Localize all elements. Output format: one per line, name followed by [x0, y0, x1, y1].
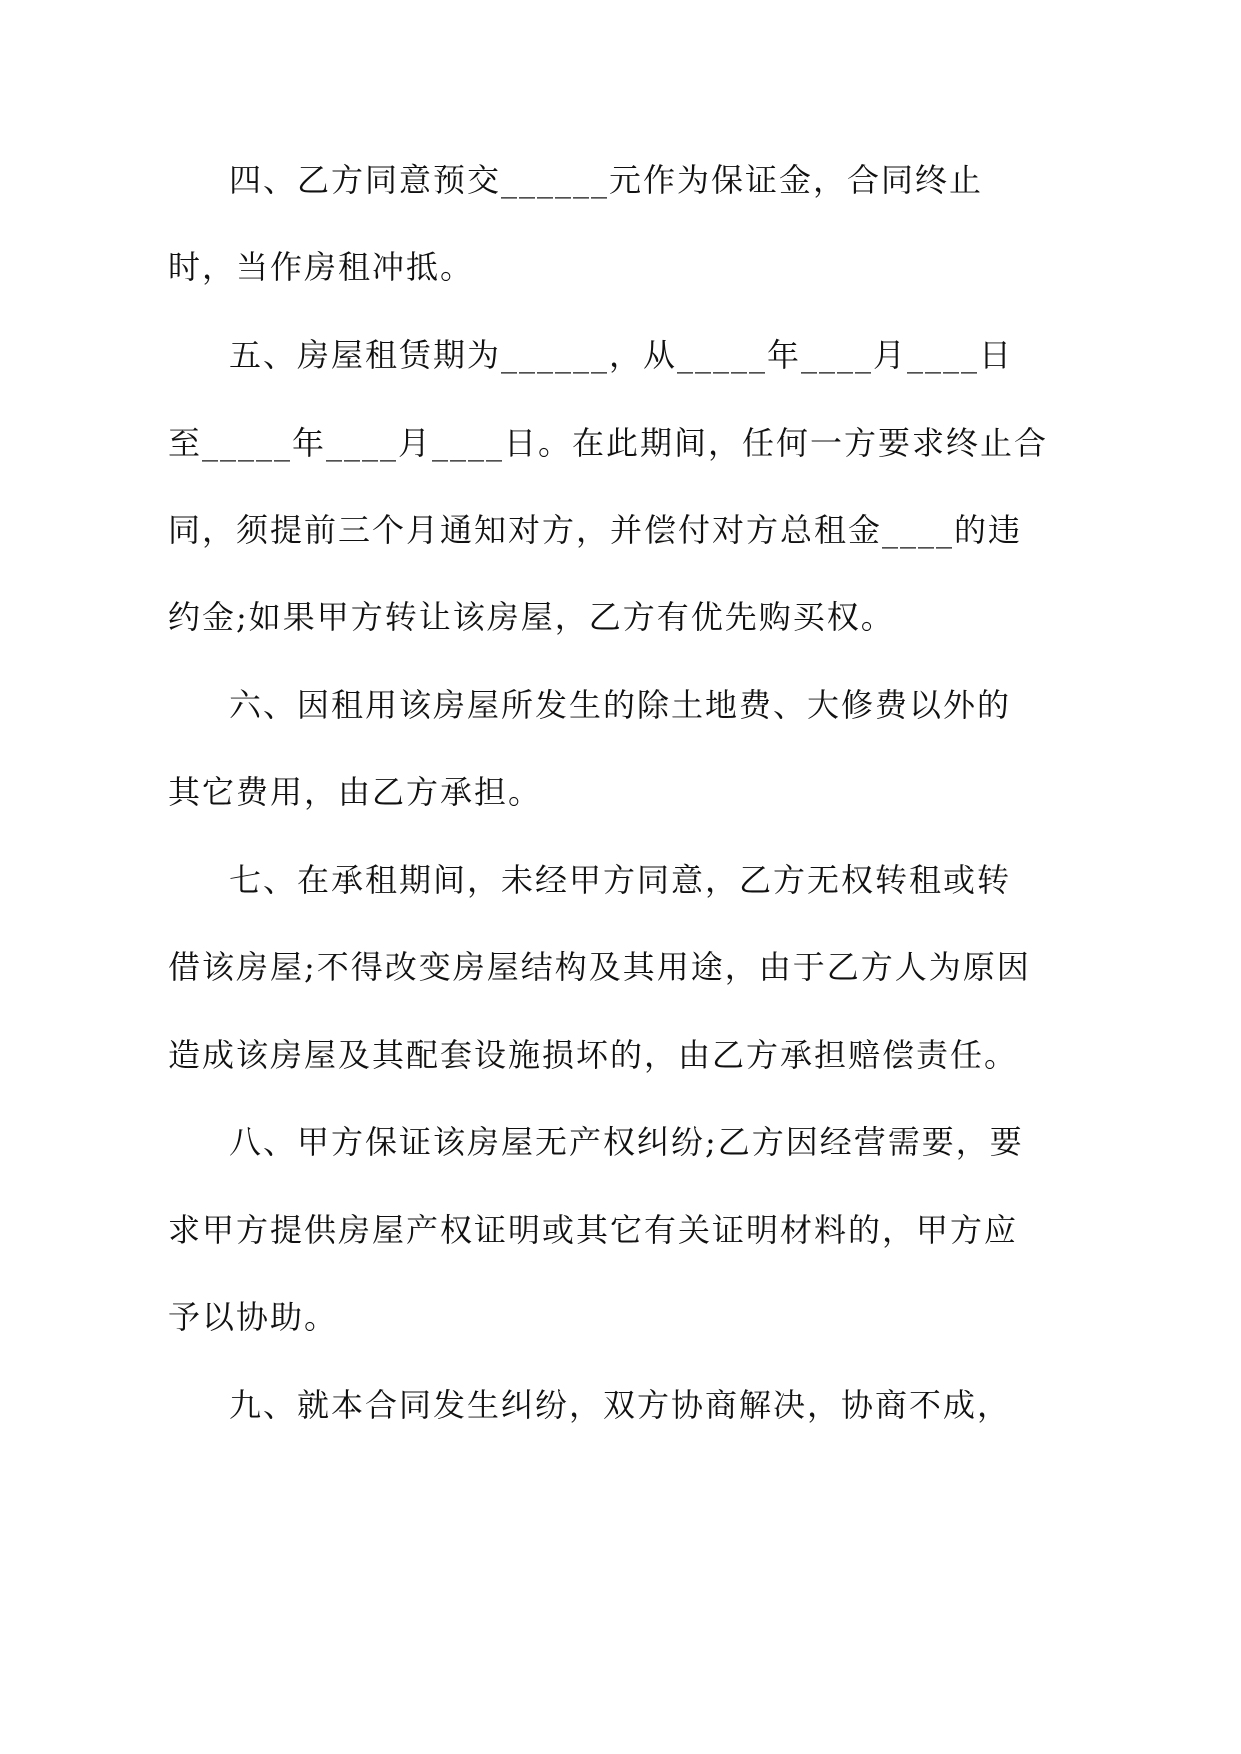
clause-5-line-3: 同，须提前三个月通知对方，并偿付对方总租金____的违 — [168, 511, 1023, 549]
clause-9-line-1: 九、就本合同发生纠纷，双方协商解决，协商不成， — [229, 1386, 1012, 1424]
clause-8-line-1: 八、甲方保证该房屋无产权纠纷;乙方因经营需要，要 — [229, 1123, 1024, 1161]
clause-4-line-1: 四、乙方同意预交______元作为保证金，合同终止 — [229, 161, 984, 199]
clause-6-line-1: 六、因租用该房屋所发生的除土地费、大修费以外的 — [229, 686, 1012, 724]
clause-5-line-2: 至_____年____月____日。在此期间，任何一方要求终止合 — [168, 424, 1049, 462]
clause-5-line-4: 约金;如果甲方转让该房屋，乙方有优先购买权。 — [168, 598, 895, 636]
clause-7-line-2: 借该房屋;不得改变房屋结构及其用途，由于乙方人为原因 — [168, 948, 1031, 986]
clause-7-line-3: 造成该房屋及其配套设施损坏的，由乙方承担赔偿责任。 — [168, 1036, 1019, 1074]
clause-4-line-2: 时，当作房租冲抵。 — [168, 248, 475, 286]
clause-8-line-2: 求甲方提供房屋产权证明或其它有关证明材料的，甲方应 — [168, 1211, 1019, 1249]
clause-5-line-1: 五、房屋租赁期为______，从_____年____月____日 — [229, 336, 1014, 374]
clause-8-line-3: 予以协助。 — [168, 1298, 339, 1336]
clause-6-line-2: 其它费用，由乙方承担。 — [168, 773, 543, 811]
clause-7-line-1: 七、在承租期间，未经甲方同意，乙方无权转租或转 — [229, 861, 1012, 899]
